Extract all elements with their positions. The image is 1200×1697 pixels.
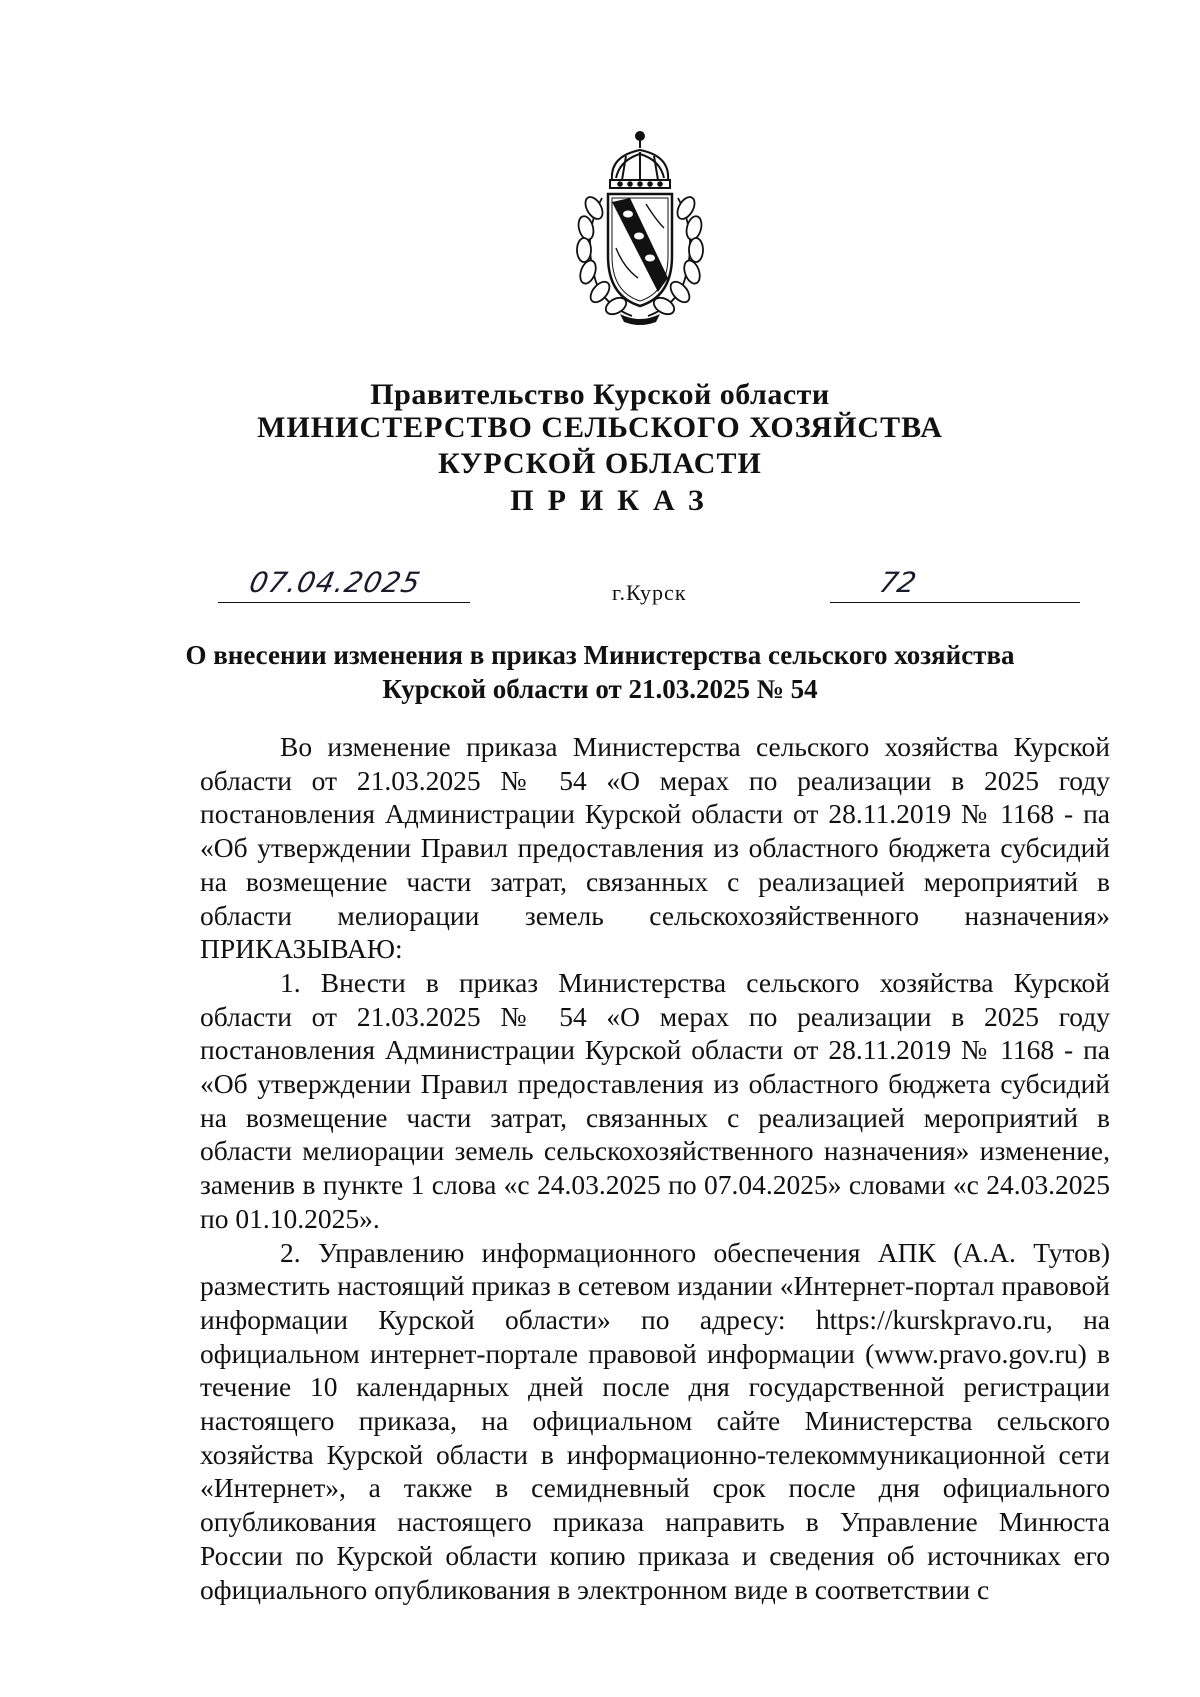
government-title: Правительство Курской области (370, 378, 830, 411)
order-city: г.Курск (612, 580, 687, 605)
item-2-paragraph: 2. Управлению информационного обеспечения АПК (А.А. Тутов) разместить настоящий приказ в сетевом издании «Интернет-портал правовой информации Курской области» по адресу: https://kurskpravo.ru, на официальном интернет-портале правовой информации (www.pravo.gov.ru) в течение 10 календарных дней после дня государственной регистрации настоящего приказа, на официальном сайте Министерства сельского хозяйства Курской области в информационно-телекоммуникационной сети «Интернет», а также в семидневный срок после дня официального опубликования настоящего приказа направить в Управление Минюста России по Курской области копию приказа и сведения об источниках его официального опубликования в электронном виде в соответствии с (200, 1236, 1110, 1605)
ministry-title-line1: МИНИСТЕРСТВО СЕЛЬСКОГО ХОЗЯЙСТВА (257, 411, 943, 444)
order-title: ПРИКАЗ (510, 484, 718, 517)
order-date: 07.04.2025 (246, 566, 424, 599)
item-1-paragraph: 1. Внести в приказ Министерства сельского хозяйства Курской области от 21.03.2025 № 54 «О мерах по реализации в 2025 году постановления Администрации Курской области от 28.11.2019 № 1168 - па «Об утверждении Правил предоставления из областного бюджета субсидий на возмещение части затрат, связанных с реализацией мероприятий в области мелиорации земель сельскохозяйственного назначения» изменение, заменив в пункте 1 слова «с 24.03.2025 по 07.04.2025» словами «с 24.03.2025 по 01.10.2025». (200, 966, 1110, 1234)
document-body (200, 730, 1110, 1606)
subject-line-2: Курской области от 21.03.2025 № 54 (382, 674, 818, 704)
shield-icon (608, 194, 672, 306)
number-underline (830, 602, 1080, 603)
ministry-title-line2: КУРСКОЙ ОБЛАСТИ (438, 447, 762, 480)
coat-of-arms-icon (550, 128, 730, 328)
order-number: 72 (876, 566, 920, 599)
crown-icon (610, 132, 670, 188)
subject-line-1: О внесении изменения в приказ Министерства сельского хозяйства (185, 640, 1015, 670)
date-underline (218, 602, 470, 603)
intro-paragraph: Во изменение приказа Министерства сельского хозяйства Курской области от 21.03.2025 № 54 «О мерах по реализации в 2025 году постановления Администрации Курской области от 28.11.2019 № 1168 - па «Об утверждении Правил предоставления из областного бюджета субсидий на возмещение части затрат, связанных с реализацией мероприятий в области мелиорации земель сельскохозяйственного назначения» ПРИКАЗЫВАЮ: (200, 731, 1110, 965)
